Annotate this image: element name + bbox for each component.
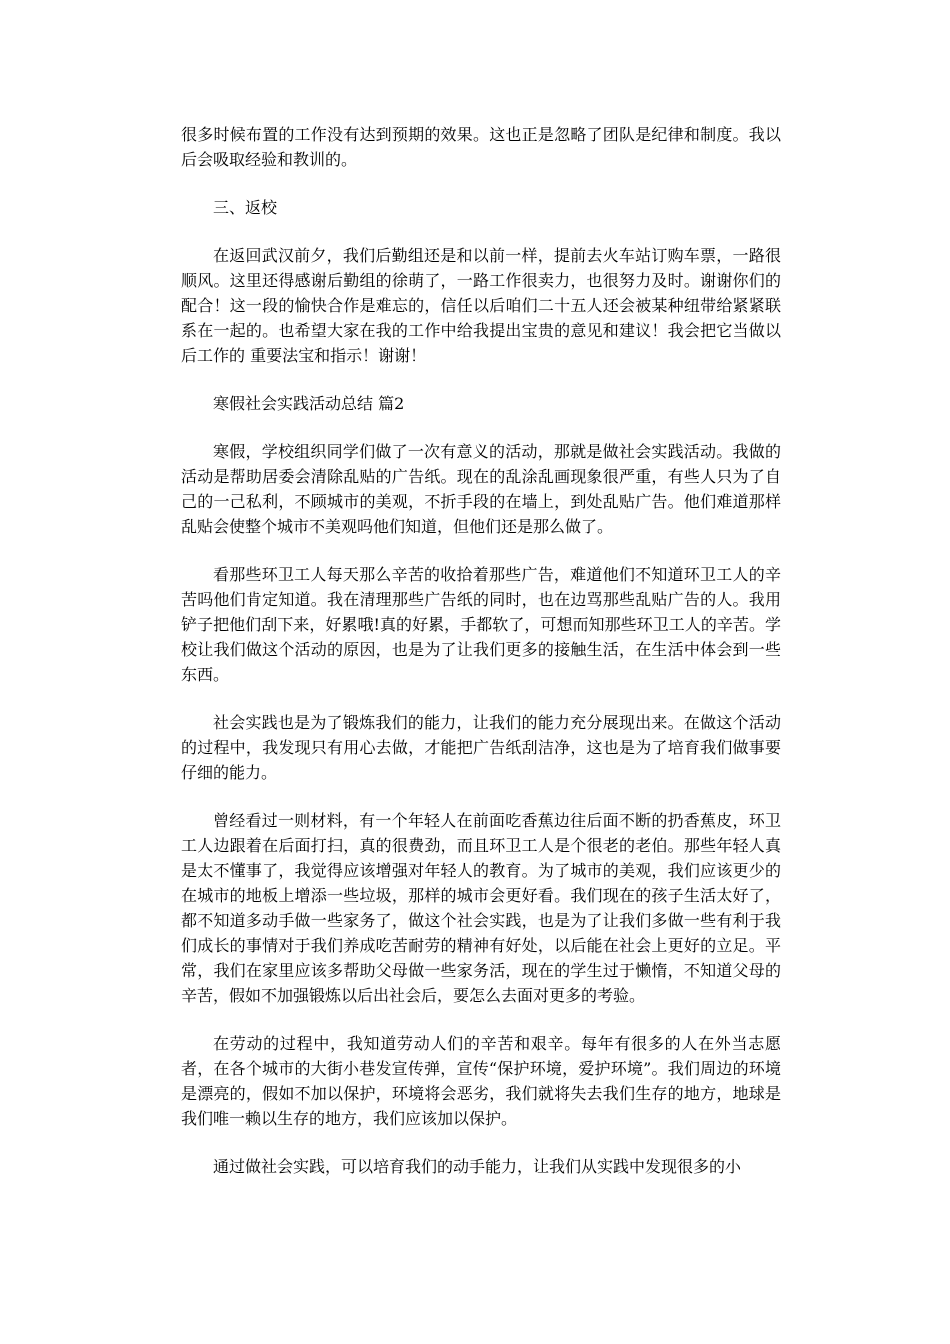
- document-body: [181, 122, 781, 1202]
- paragraph-return-school: 在返回武汉前夕，我们后勤组还是和以前一样，提前去火车站订购车票，一路很顺风。这里还得感谢后勤组的徐萌了，一路工作很卖力，也很努力及时。谢谢你们的配合！这一段的愉快合作是难忘的，信任以后咱们二十五人还会被某种纽带给紧紧联系在一起的。也希望大家在我的工作中给我提出宝贵的意见和建议！我会把它当做以后工作的 重要法宝和指示！谢谢！: [181, 246, 781, 365]
- paragraph-sanitation-workers: 看那些环卫工人每天那么辛苦的收拾着那些广告，难道他们不知道环卫工人的辛苦吗他们肯定知道。我在清理那些广告纸的同时，也在边骂那些乱贴广告的人。我用铲子把他们刮下来，好累哦!真的好累，手都软了，可想而知那些环卫工人的辛苦。学校让我们做这个活动的原因，也是为了让我们更多的接触生活，在生活中体会到一些东西。: [181, 565, 781, 684]
- paragraph-young-people: 曾经看过一则材料，有一个年轻人在前面吃香蕉边往后面不断的扔香蕉皮，环卫工人边跟着在后面打扫，真的很费劲，而且环卫工人是个很老的老伯。那些年轻人真是太不懂事了，我觉得应该增强对年轻人的教育。为了城市的美观，我们应该更少的在城市的地板上增添一些垃圾，那样的城市会更好看。我们现在的孩子生活太好了，都不知道多动手做一些家务了，做这个社会实践，也是为了让我们多做一些有利于我们成长的事情对于我们养成吃苦耐劳的精神有好处，以后能在社会上更好的立足。平常，我们在家里应该多帮助父母做一些家务活，现在的学生过于懒惰，不知道父母的辛苦，假如不加强锻炼以后出社会后，要怎么去面对更多的考验。: [181, 811, 781, 1005]
- paragraph-ability-training: 社会实践也是为了锻炼我们的能力，让我们的能力充分展现出来。在做这个活动的过程中，我发现只有用心去做，才能把广告纸刮洁净，这也是为了培育我们做事要仔细的能力。: [181, 713, 781, 782]
- paragraph-practice-conclusion: 通过做社会实践，可以培育我们的动手能力，让我们从实践中发现很多的小: [213, 1157, 742, 1176]
- paragraph-labor-process: 在劳动的过程中，我知道劳动人们的辛苦和艰辛。每年有很多的人在外当志愿者，在各个城市的大街小巷发宣传弹，宣传“保护环境，爱护环境”。我们周边的环境是漂亮的，假如不加以保护，环境将会恶劣，我们就将失去我们生存的地方，地球是我们唯一赖以生存的地方，我们应该加以保护。: [181, 1034, 781, 1128]
- paragraph-continuation: 很多时候布置的工作没有达到预期的效果。这也正是忽略了团队是纪律和制度。我以后会吸取经验和教训的。: [181, 125, 781, 169]
- paragraph-winter-activity: 寒假，学校组织同学们做了一次有意义的活动，那就是做社会实践活动。我做的活动是帮助居委会清除乱贴的广告纸。现在的乱涂乱画现象很严重，有些人只为了自己的一己私利，不顾城市的美观，不折手段的在墙上，到处乱贴广告。他们难道那样乱贴会使整个城市不美观吗他们知道，但他们还是那么做了。: [181, 442, 781, 536]
- section-heading-return-school: 三、返校: [213, 198, 278, 217]
- article-title-part-2: 寒假社会实践活动总结 篇2: [213, 394, 405, 413]
